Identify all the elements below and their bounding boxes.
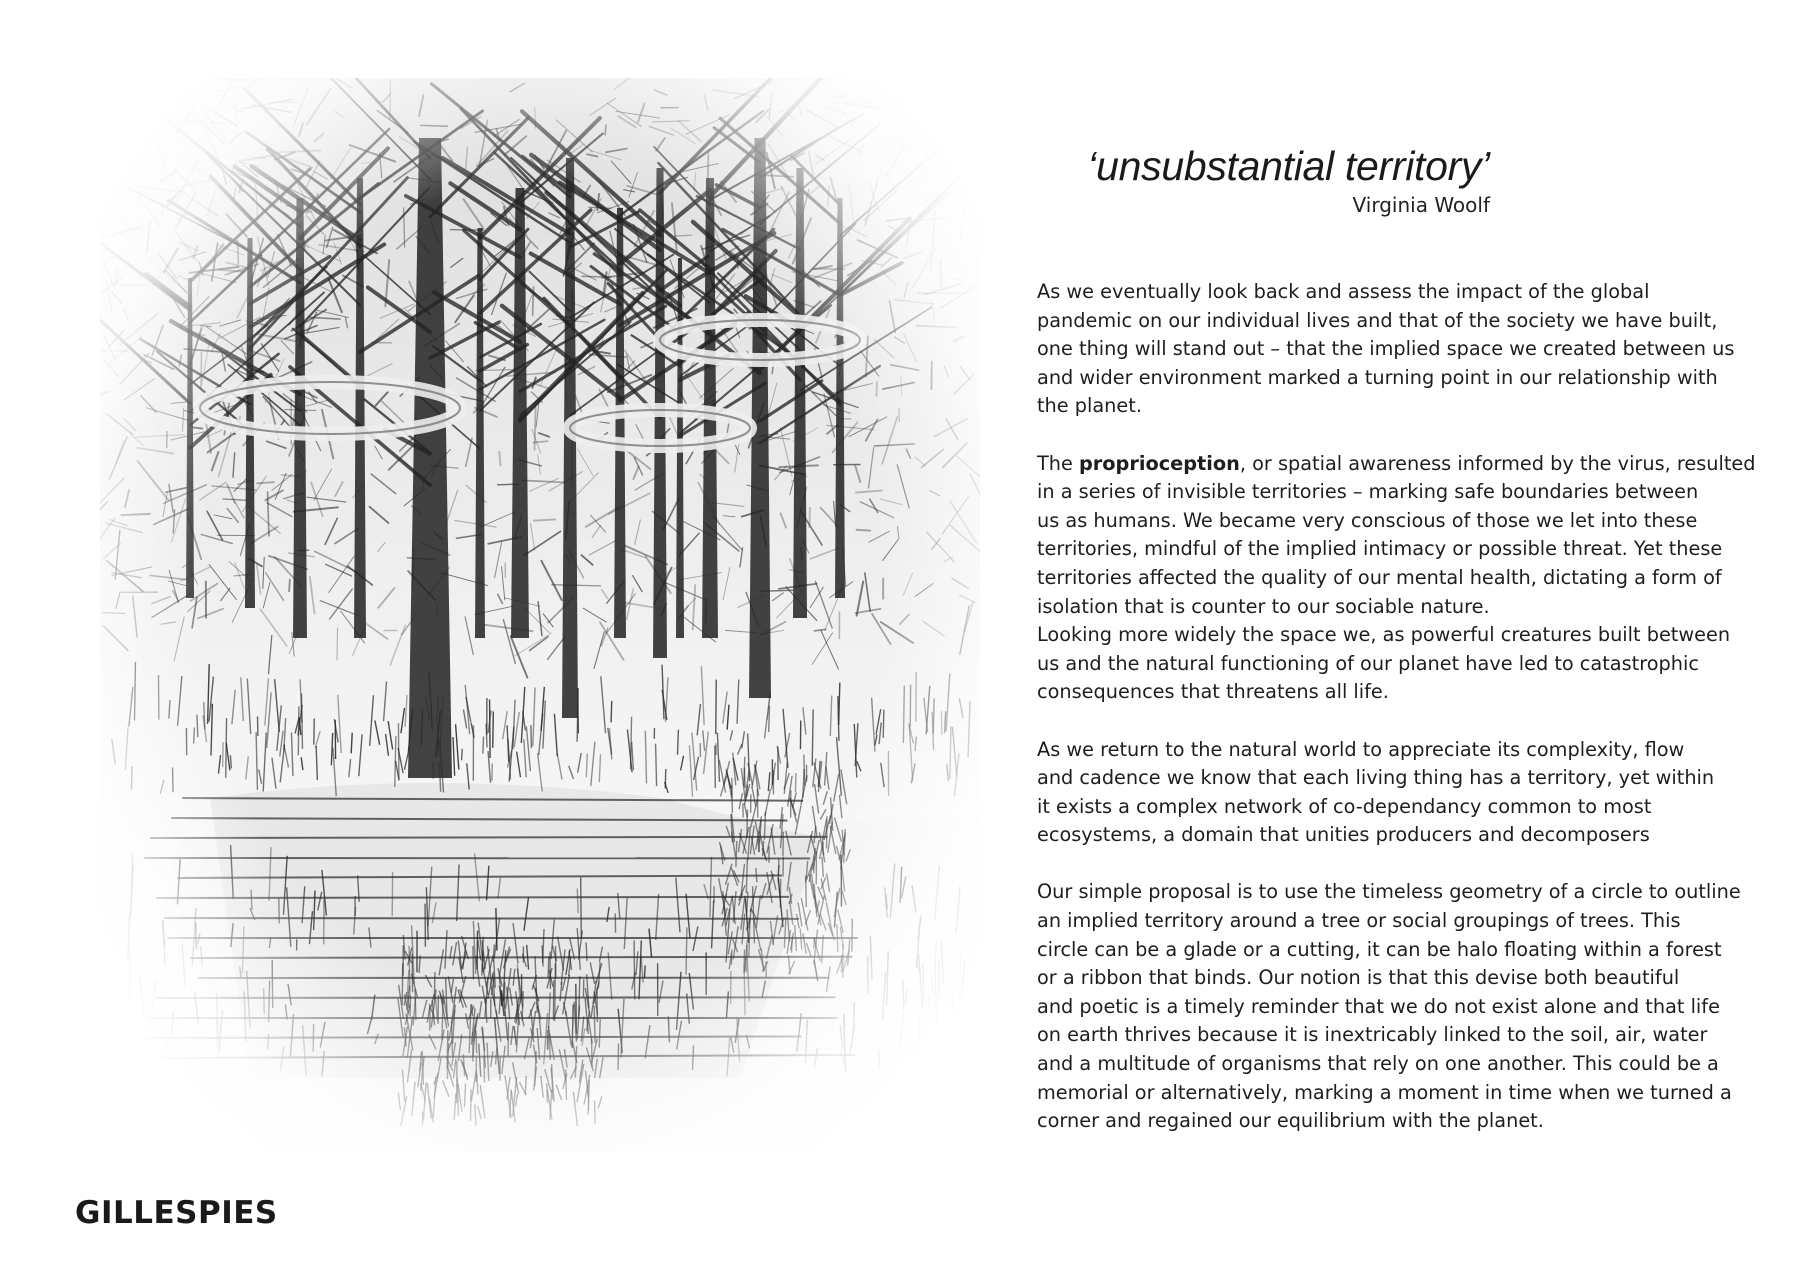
text-line: ecosystems, a domain that unities producers and decomposers [1037, 823, 1650, 847]
text-line: and wider environment marked a turning point in our relationship with [1037, 365, 1718, 389]
text-line: memorial or alternatively, marking a moment in time when we turned a [1037, 1080, 1732, 1104]
quote-title: ‘unsubstantial territory’ [1087, 143, 1490, 189]
quote-block [1040, 142, 1490, 218]
text-line: pandemic on our individual lives and that of the society we have built, [1037, 308, 1718, 332]
text-line: on earth thrives because it is inextricably linked to the soil, air, water [1037, 1023, 1708, 1047]
text-line: and cadence we know that each living thing has a territory, yet within [1037, 766, 1715, 790]
text-line: corner and regained our equilibrium with the planet. [1037, 1109, 1544, 1133]
text-line: an implied territory around a tree or social groupings of trees. This [1037, 909, 1681, 933]
paragraph-1 [1037, 278, 1737, 421]
text-fragment: The [1037, 451, 1079, 475]
forest-sketch-illustration [100, 78, 980, 1153]
text-line: Looking more widely the space we, as powerful creatures built between [1037, 623, 1731, 647]
text-line: and poetic is a timely reminder that we do not exist alone and that life [1037, 994, 1720, 1018]
text-line: or a ribbon that binds. Our notion is that this devise both beautiful [1037, 966, 1680, 990]
paragraph-3 [1037, 621, 1737, 707]
paragraph-2 [1037, 450, 1756, 622]
text-line: in a series of invisible territories – marking safe boundaries between [1037, 480, 1699, 504]
text-line: As we return to the natural world to appreciate its complexity, flow [1037, 737, 1685, 761]
text-line: the planet. [1037, 394, 1142, 418]
text-line: circle can be a glade or a cutting, it can be halo floating within a forest [1037, 937, 1722, 961]
gillespies-logo: GILLESPIES [75, 1195, 278, 1231]
text-fragment: , or spatial awareness informed by the virus, resulted [1239, 451, 1756, 475]
text-line: us as humans. We became very conscious of those we let into these [1037, 508, 1698, 532]
text-line: it exists a complex network of co-dependancy common to most [1037, 794, 1652, 818]
body-text [1037, 278, 1756, 1164]
text-line: and a multitude of organisms that rely on one another. This could be a [1037, 1052, 1719, 1076]
quote-author: Virginia Woolf [1352, 193, 1490, 217]
text-line [1037, 450, 1756, 479]
paragraph-4 [1037, 736, 1737, 850]
bold-term: proprioception [1079, 451, 1240, 475]
text-line: Our simple proposal is to use the timeless geometry of a circle to outline [1037, 880, 1741, 904]
text-line: us and the natural functioning of our planet have led to catastrophic [1037, 651, 1699, 675]
text-line: territories, mindful of the implied intimacy or possible threat. Yet these [1037, 537, 1723, 561]
text-line: isolation that is counter to our sociable nature. [1037, 594, 1490, 618]
text-line: one thing will stand out – that the implied space we created between us [1037, 337, 1735, 361]
text-line: As we eventually look back and assess the impact of the global [1037, 280, 1650, 303]
text-line: consequences that threatens all life. [1037, 680, 1389, 704]
text-line: territories affected the quality of our mental health, dictating a form of [1037, 565, 1722, 589]
paragraph-5 [1037, 878, 1741, 1135]
